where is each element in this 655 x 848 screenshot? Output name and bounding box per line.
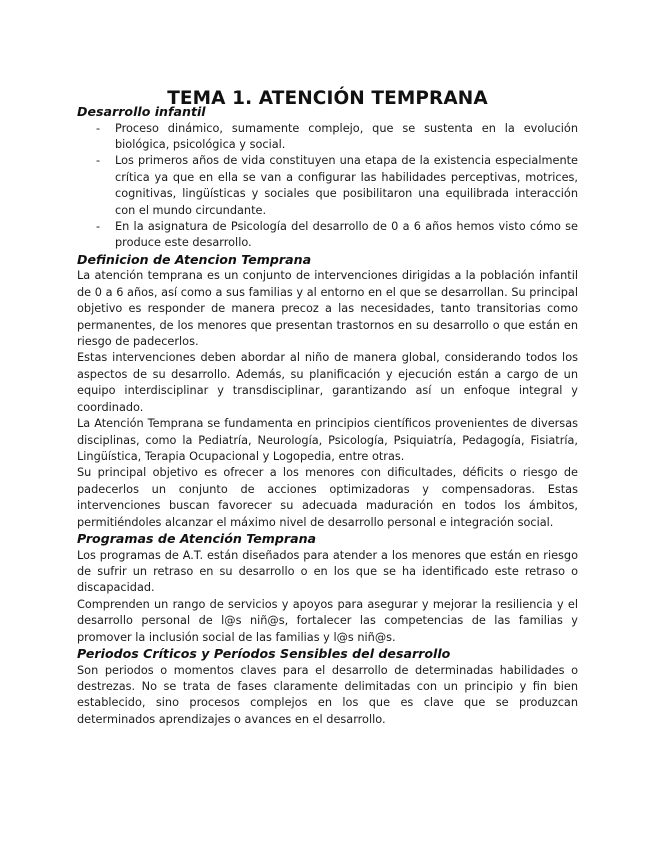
document-body [77, 104, 578, 728]
paragraph: La atención temprana es un conjunto de intervenciones dirigidas a la población infantil de 0 a 6 años, así como a sus familias y al entorno en el que se desarrollan. Su principal objetivo es responder de manera precoz a las necesidades, tanto transitorias como permanentes, de los menores que presentan trastornos en su desarrollo o que están en riesgo de padecerlos. [77, 269, 578, 349]
paragraph: Los programas de A.T. están diseñados para atender a los menores que están en riesgo de sufrir un retraso en su desarrollo o en los que se ha identificado este retraso o discapacidad. [77, 548, 578, 595]
paragraph: Comprenden un rango de servicios y apoyos para asegurar y mejorar la resiliencia y el desarrollo personal de l@s niñ@s, fortalecer las competencias de las familias y promover la inclusión social de las familias y l@s niñ@s. [77, 597, 578, 644]
dash-bullet: - [96, 220, 101, 234]
section-heading-periodos: Periodos Críticos y Períodos Sensibles del desarrollo [77, 645, 451, 661]
section-heading-programas: Programas de Atención Temprana [77, 530, 317, 546]
paragraph: Son periodos o momentos claves para el desarrollo de determinadas habilidades o destrezas. No se trata de fases claramente delimitadas con un principio y fin bien establecido, sino procesos complejos en los que es clave que se produzcan determinados aprendizajes o avances en el desarrollo. [77, 663, 578, 726]
list-item-text: En la asignatura de Psicología del desarrollo de 0 a 6 años hemos visto cómo se produce este desarrollo. [115, 220, 578, 250]
dash-bullet: - [96, 154, 101, 168]
section-heading-desarrollo-infantil: Desarrollo infantil [77, 104, 206, 119]
list-item-text: Proceso dinámico, sumamente complejo, que se sustenta en la evolución biológica, psicológica y social. [115, 121, 578, 151]
paragraph: Estas intervenciones deben abordar al niño de manera global, considerando todos los aspectos de su desarrollo. Además, su planificación y ejecución están a cargo de un equipo interdisciplinar y transdisciplinar, garantizando así un enfoque integral y coordinado. [77, 351, 578, 414]
list-item [77, 121, 578, 154]
section-heading-definicion: Definicion de Atencion Temprana [77, 251, 312, 267]
list-item [77, 219, 578, 252]
paragraph: Su principal objetivo es ofrecer a los menores con dificultades, déficits o riesgo de padecerlos un conjunto de acciones optimizadoras y compensadoras. Estas intervenciones buscan favorecer su adecuada maduración en todos los ámbitos, permitiéndoles alcanzar el máximo nivel de desarrollo personal e integración social. [77, 466, 578, 529]
list-item [77, 153, 578, 219]
paragraph: La Atención Temprana se fundamenta en principios científicos provenientes de diversas disciplinas, como la Pediatría, Neurología, Psicología, Psiquiatría, Pedagogía, Fisiatría, Lingüística, Terapia Ocupacional y Logopedia, entre otras. [77, 417, 578, 463]
bullet-list [77, 121, 578, 252]
page-title: TEMA 1. ATENCIÓN TEMPRANA [167, 88, 488, 110]
dash-bullet: - [96, 121, 101, 135]
list-item-text: Los primeros años de vida constituyen una etapa de la existencia especialmente crítica ya que en ella se van a configurar las habilidades perceptivas, motrices, cognitivas, lingüísticas y sociales que posibilitaron una equilibrada interacción con el mundo circundante. [115, 154, 578, 217]
